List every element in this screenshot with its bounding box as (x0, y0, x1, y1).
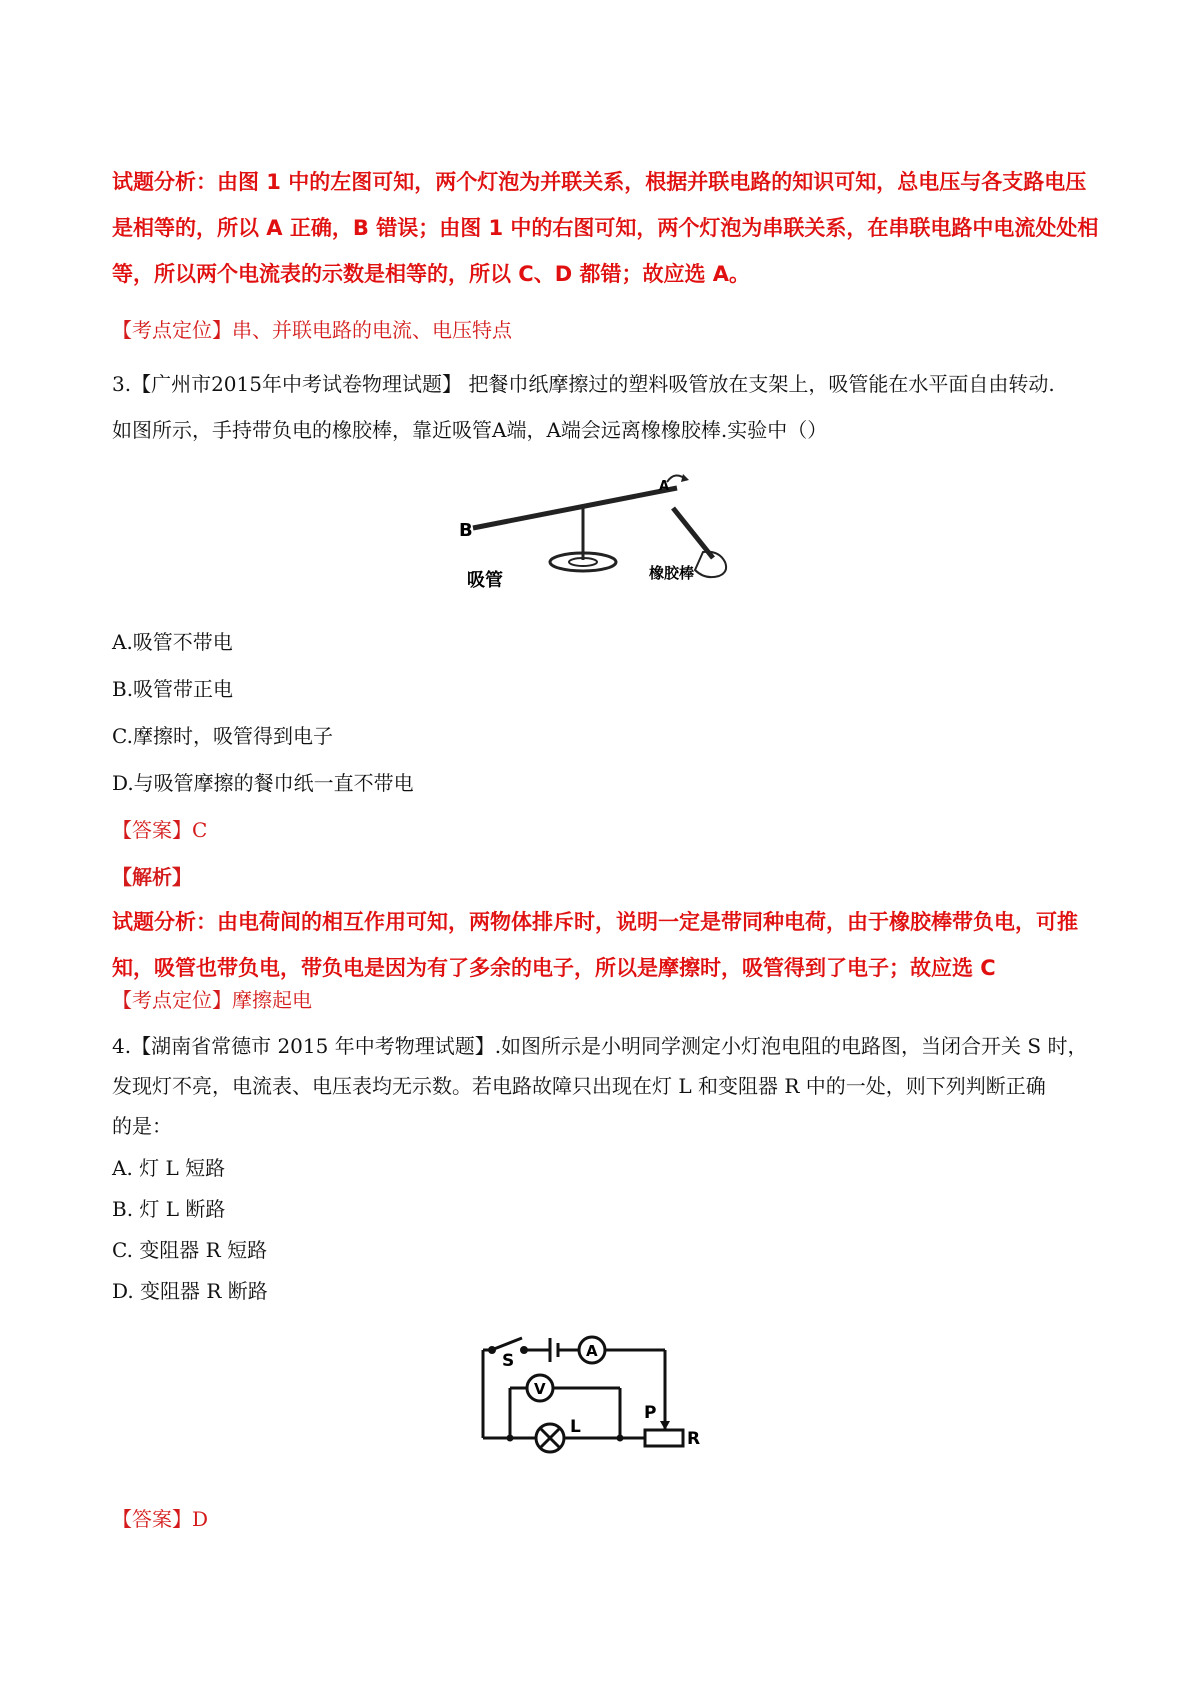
q4-stem-line-2: 发现灯不亮，电流表、电压表均无示数。若电路故障只出现在灯 L 和变阻器 R 中的一处，则下列判断正确 (112, 1074, 1046, 1098)
lamp-label: L (570, 1417, 581, 1437)
q3-analysis-line-2: 知，吸管也带负电，带负电是因为有了多余的电子，所以是摩擦时，吸管得到了电子；故应选 C (112, 956, 996, 980)
voltmeter-label: V (534, 1380, 546, 1398)
straw-label: 吸管 (467, 570, 503, 591)
q3-analysis-line-1: 试题分析：由电荷间的相互作用可知，两物体排斥时，说明一定是带同种电荷，由于橡胶棒带负电，可推 (112, 910, 1078, 934)
q2-keypoint: 【考点定位】串、并联电路的电流、电压特点 (112, 318, 512, 342)
q4-option-b: B. 灯 L 断路 (112, 1197, 226, 1221)
switch-label: S (502, 1351, 515, 1371)
q3-answer: 【答案】C (112, 818, 208, 842)
q2-analysis-line-3: 等，所以两个电流表的示数是相等的，所以 C、D 都错；故应选 A。 (112, 262, 751, 286)
q3-stem-line-1: 3.【广州市2015年中考试卷物理试题】 把餐巾纸摩擦过的塑料吸管放在支架上，吸管能在水平面自由转动. (112, 372, 1055, 396)
q4-option-a: A. 灯 L 短路 (112, 1156, 226, 1180)
q3-option-a: A.吸管不带电 (112, 630, 233, 654)
ammeter-label: A (586, 1342, 598, 1360)
circuit-diagram (480, 1326, 710, 1456)
q3-option-b: B.吸管带正电 (112, 677, 234, 701)
q4-option-d: D. 变阻器 R 断路 (112, 1279, 268, 1303)
q4-stem-line-1: 4.【湖南省常德市 2015 年中考物理试题】.如图所示是小明同学测定小灯泡电阻的电路图，当闭合开关 S 时， (112, 1034, 1088, 1058)
q2-analysis-line-1: 试题分析：由图 1 中的左图可知，两个灯泡为并联关系，根据并联电路的知识可知，总电压与各支路电压 (112, 170, 1087, 194)
q4-answer: 【答案】D (112, 1507, 209, 1531)
q2-analysis-line-2: 是相等的，所以 A 正确，B 错误；由图 1 中的右图可知，两个灯泡为串联关系，在串联电路中电流处处相 (112, 216, 1099, 240)
straw-end-a-label: A (659, 479, 670, 494)
q3-keypoint: 【考点定位】摩擦起电 (112, 988, 312, 1012)
q4-stem-line-3: 的是： (112, 1114, 172, 1138)
straw-end-b-label: B (459, 520, 473, 541)
rubber-rod-label: 橡胶棒 (649, 564, 695, 582)
q3-analysis-title: 【解析】 (112, 865, 192, 889)
q4-option-c: C. 变阻器 R 短路 (112, 1238, 268, 1262)
slider-label: P (644, 1403, 657, 1423)
rheostat-label: R (687, 1429, 701, 1449)
straw-figure (455, 470, 755, 600)
q3-option-d: D.与吸管摩擦的餐巾纸一直不带电 (112, 771, 414, 795)
q3-option-c: C.摩擦时，吸管得到电子 (112, 724, 333, 748)
q3-stem-line-2: 如图所示，手持带负电的橡胶棒，靠近吸管A端，A端会远离橡橡胶棒.实验中（） (112, 418, 828, 442)
